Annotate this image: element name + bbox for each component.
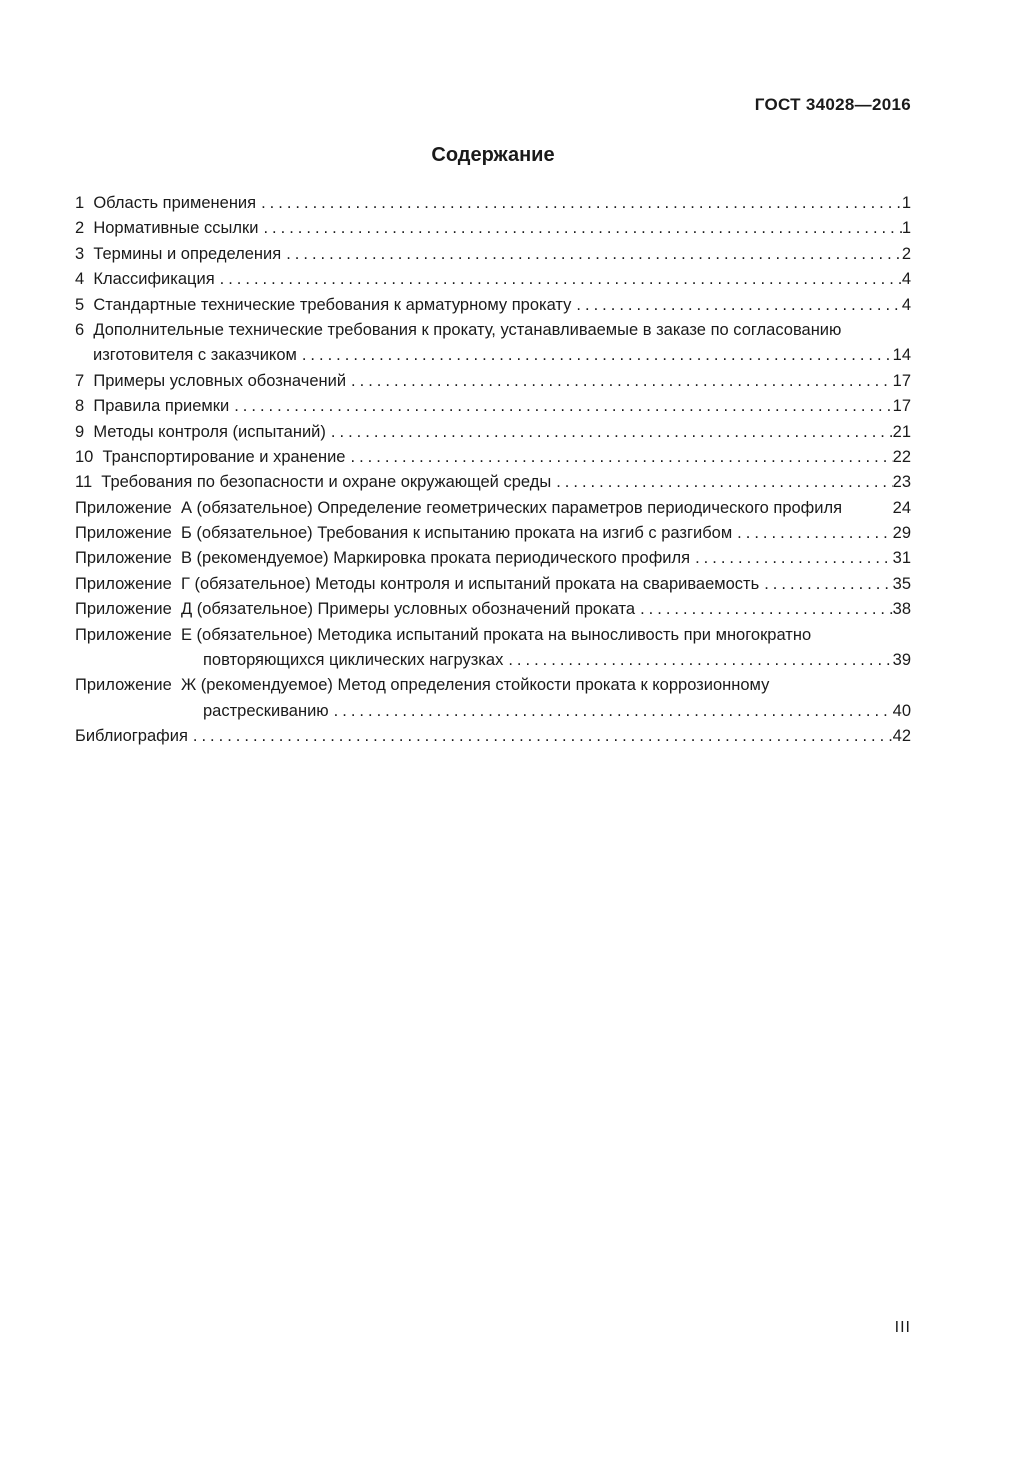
toc-entry-text: Приложение Ж (рекомендуемое) Метод определения стойкости проката к коррозионному (75, 676, 770, 695)
toc-row (75, 648, 911, 673)
toc-page-number: 21 (892, 422, 911, 441)
toc-row (75, 521, 911, 546)
toc-entry-text: 6 Дополнительные технические требования к прокату, устанавливаемые в заказе по согласованию (75, 320, 842, 339)
toc-page-number: 17 (892, 397, 911, 416)
toc-entry-text: 1 Область применения (75, 194, 257, 212)
toc-page-number: 14 (892, 346, 911, 365)
toc-dot-leader (759, 572, 892, 597)
toc-page-number: 22 (892, 447, 911, 466)
toc-dot-leader (346, 369, 893, 394)
toc-page-number: 38 (892, 600, 911, 619)
toc-entry-text: Библиография (75, 727, 188, 746)
toc-row (75, 546, 911, 571)
toc-dot-leader (571, 293, 901, 318)
toc-dot-leader (258, 216, 901, 241)
toc-dot-leader (635, 597, 893, 622)
toc-dot-leader (346, 445, 893, 470)
toc-page-number: 4 (901, 270, 911, 289)
toc-entry-text: повторяющихся циклических нагрузках (203, 651, 504, 670)
toc-dot-leader (732, 521, 892, 546)
toc-page-number: 23 (892, 473, 911, 492)
toc-entry-text: 5 Стандартные технические требования к арматурному прокату (75, 295, 572, 314)
toc-row (75, 724, 911, 749)
toc-dot-leader (256, 191, 902, 216)
toc-dot-leader (229, 394, 892, 419)
toc-row (75, 191, 911, 216)
toc-page-number: 1 (901, 194, 911, 212)
toc-page-number: 39 (892, 651, 911, 670)
toc-row (75, 293, 911, 318)
toc-page-number: 42 (892, 727, 911, 746)
toc-entry-text: 8 Правила приемки (75, 397, 230, 416)
toc-row (75, 445, 911, 470)
toc-dot-leader (188, 724, 893, 749)
toc-entry-text: 4 Классификация (75, 270, 215, 289)
toc-entry-text: растрескиванию (203, 701, 329, 720)
toc-entry-text: Приложение В (рекомендуемое) Маркировка проката периодического профиля (75, 549, 691, 568)
toc-row (75, 699, 911, 724)
toc-dot-leader (329, 699, 893, 724)
footer-page-number: III (894, 1319, 911, 1336)
toc-dot-leader (326, 420, 893, 445)
toc-entry-text: 3 Термины и определения (75, 244, 282, 263)
toc-row (75, 420, 911, 445)
toc-dot-leader (281, 242, 902, 267)
toc-page-number: 24 (892, 498, 911, 517)
toc-entry-text: Приложение А (обязательное) Определение геометрических параметров периодического профиля (75, 498, 843, 517)
toc-entry-text: Приложение Д (обязательное) Примеры условных обозначений проката (75, 600, 636, 619)
toc-dot-leader (503, 648, 892, 673)
toc-entry-text: 9 Методы контроля (испытаний) (75, 422, 326, 441)
toc-page-number: 40 (892, 701, 911, 720)
toc-row (75, 267, 911, 292)
page-title: Содержание (431, 144, 555, 166)
toc-row (75, 623, 911, 648)
toc-entry-text: 7 Примеры условных обозначений (75, 371, 347, 390)
toc-row (75, 343, 911, 368)
page-content (75, 0, 911, 1461)
toc-page-number: 35 (892, 574, 911, 593)
toc-row (75, 470, 911, 495)
toc-row (75, 318, 911, 343)
toc-list (75, 191, 911, 750)
toc-entry-text: Приложение Г (обязательное) Методы контроля и испытаний проката на свариваемость (75, 574, 760, 593)
toc-page-number: 17 (892, 371, 911, 390)
toc-entry-text: Приложение Б (обязательное) Требования к испытанию проката на изгиб с разгибом (75, 524, 733, 543)
toc-page-number: 29 (892, 524, 911, 543)
toc-page-number: 4 (901, 295, 911, 314)
toc-entry-text: 11 Требования по безопасности и охране окружающей среды (75, 473, 552, 492)
toc-entry-text: 2 Нормативные ссылки (75, 219, 259, 238)
toc-row (75, 572, 911, 597)
toc-page-number: 1 (901, 219, 911, 238)
toc-page-number: 2 (901, 244, 911, 263)
toc-entry-text: Приложение Е (обязательное) Методика испытаний проката на выносливость при многократно (75, 625, 812, 644)
toc-dot-leader (215, 267, 902, 292)
toc-dot-leader (690, 546, 893, 571)
toc-entry-text: изготовителя с заказчиком (93, 346, 297, 365)
toc-row (75, 394, 911, 419)
toc-dot-leader (297, 343, 893, 368)
toc-row (75, 673, 911, 698)
toc-row (75, 242, 911, 267)
toc-row (75, 597, 911, 622)
toc-row (75, 496, 911, 521)
toc-page-number: 31 (892, 549, 911, 568)
document-header-standard-number: ГОСТ 34028—2016 (754, 95, 911, 114)
toc-dot-leader (551, 470, 892, 495)
toc-entry-text: 10 Транспортирование и хранение (75, 447, 346, 466)
toc-row (75, 216, 911, 241)
toc-row (75, 369, 911, 394)
